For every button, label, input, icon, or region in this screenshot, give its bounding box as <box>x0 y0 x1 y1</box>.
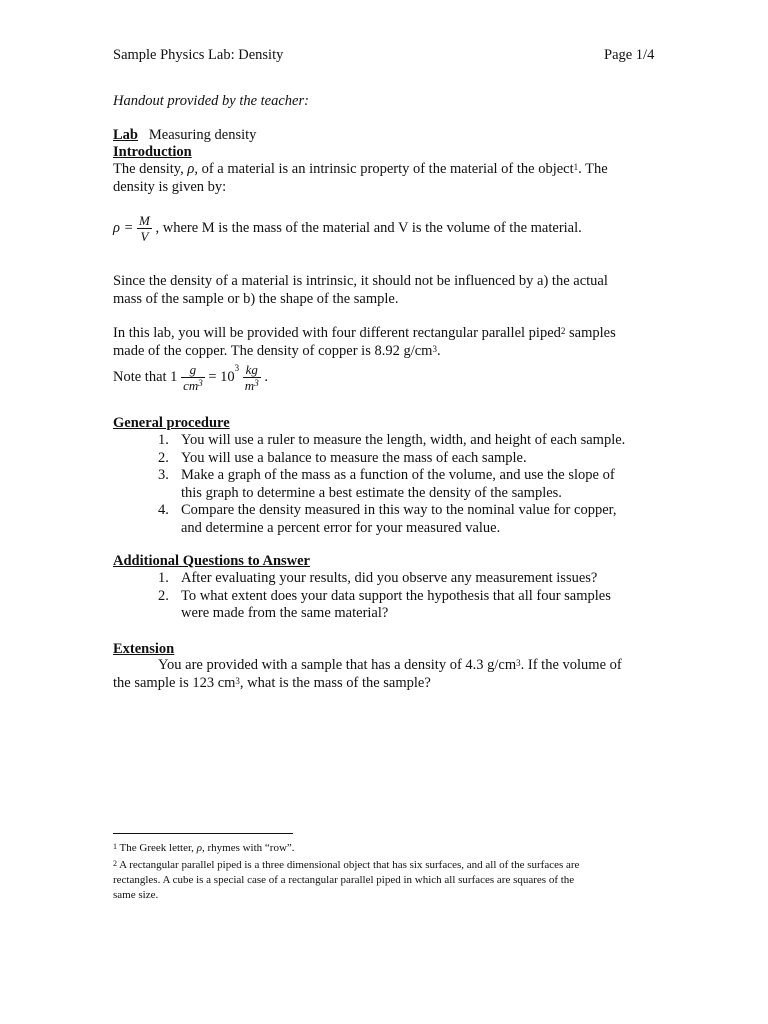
list-item-number: 1. <box>158 570 169 586</box>
list-item-text: Make a graph of the mass as a function of the volume, and use the slope of <box>181 467 615 483</box>
extension-line-1 <box>158 656 622 674</box>
intro-line-1 <box>113 160 608 178</box>
list-item-text: You will use a ruler to measure the length, width, and height of each sample. <box>181 432 626 448</box>
introduction-heading: Introduction <box>113 144 192 160</box>
para3-text: . <box>436 343 441 359</box>
footnote-number: 1 <box>113 842 117 851</box>
footnote-separator <box>113 833 293 834</box>
para3-text: In this lab, you will be provided with four different rectangular parallel piped <box>113 325 561 341</box>
lab-title <box>113 126 256 144</box>
lab-label: Lab <box>113 127 138 143</box>
footnote-ref-2: 2 <box>560 326 566 336</box>
unit-text: cm <box>183 378 199 393</box>
list-item-text: You will use a balance to measure the mass of each sample. <box>181 449 527 466</box>
rho-symbol: ρ <box>196 842 202 854</box>
footnote-text: The Greek letter, <box>117 842 194 854</box>
fraction-numerator: M <box>139 213 150 228</box>
list-item-number: 4. <box>158 502 169 518</box>
list-item-number: 1. <box>158 432 169 448</box>
list-item-text: this graph to determine a best estimate the density of the samples. <box>181 484 562 501</box>
footnote-text: A rectangular parallel piped is a three dimensional object that has six surfaces, and all of the surfaces are <box>117 859 580 871</box>
footnote-text: , rhymes with “row”. <box>201 842 295 854</box>
note-equals: = 10 <box>208 368 235 385</box>
fraction-numerator: g <box>181 362 205 378</box>
note-text: Note that 1 <box>113 368 178 385</box>
para3-text: made of the copper. The density of copper is 8.92 g/cm <box>113 343 433 359</box>
para3-text: samples <box>565 325 616 341</box>
list-item-text: and determine a percent error for your measured value. <box>181 519 501 536</box>
footnote-number: 2 <box>113 859 117 868</box>
extension-text: You are provided with a sample that has a density of 4.3 g/cm <box>158 657 517 673</box>
lab-name: Measuring density <box>148 127 257 143</box>
list-item-number: 2. <box>158 449 169 466</box>
extension-text: , what is the mass of the sample? <box>239 675 431 691</box>
list-item-text: were made from the same material? <box>181 605 389 621</box>
exponent: 3 <box>234 363 240 373</box>
intro-text: . The <box>578 161 608 177</box>
page-number: Page 1/4 <box>604 47 655 63</box>
running-header-title: Sample Physics Lab: Density <box>113 47 284 63</box>
handout-note: Handout provided by the teacher: <box>113 93 309 109</box>
fraction-denominator <box>243 378 261 393</box>
para2-line-1: Since the density of a material is intrinsic, it should not be influenced by a) the actual <box>113 273 608 289</box>
rho-symbol: ρ <box>187 161 195 177</box>
superscript: 3 <box>198 378 203 388</box>
extension-line-2 <box>113 674 431 692</box>
kg-per-m3-fraction <box>243 362 261 393</box>
procedure-heading: General procedure <box>113 415 230 431</box>
fraction-numerator: kg <box>243 362 261 378</box>
para2-line-2: mass of the sample or b) the shape of the sample. <box>113 291 399 307</box>
footnote-1 <box>113 841 653 856</box>
g-per-cm3-fraction <box>181 362 205 393</box>
superscript: 3 <box>432 344 437 354</box>
intro-text: , of a material is an intrinsic property of the material of the object <box>194 161 574 177</box>
unit-text: m <box>244 378 255 393</box>
footnote-2 <box>113 858 653 903</box>
density-formula <box>113 213 582 244</box>
formula-description: , where M is the mass of the material and V is the volume of the material. <box>155 219 582 236</box>
extension-text: the sample is 123 cm <box>113 675 236 691</box>
note-text: . <box>264 368 268 385</box>
superscript: 3 <box>516 658 521 668</box>
footnote-text: rectangles. A cube is a special case of a rectangular parallel piped in which all surfaces are squares of the <box>113 874 575 886</box>
mass-over-volume-fraction <box>137 213 152 244</box>
superscript: 3 <box>254 378 259 388</box>
para3-line-2 <box>113 342 441 360</box>
list-item-text: To what extent does your data support the hypothesis that all four samples <box>181 587 611 604</box>
superscript: 3 <box>235 676 240 686</box>
fraction-denominator: V <box>140 229 149 244</box>
para3-line-1 <box>113 324 616 342</box>
list-item-number: 3. <box>158 467 169 483</box>
questions-heading: Additional Questions to Answer <box>113 553 310 569</box>
fraction-denominator <box>181 378 205 393</box>
list-item-number: 2. <box>158 587 169 604</box>
list-item-text: After evaluating your results, did you observe any measurement issues? <box>181 570 598 586</box>
intro-text: The density, <box>113 161 184 177</box>
extension-text: . If the volume of <box>520 657 622 673</box>
footnote-text: same size. <box>113 889 159 901</box>
unit-conversion-note <box>113 362 268 393</box>
footnote-ref-1: 1 <box>573 162 579 172</box>
extension-heading: Extension <box>113 641 175 657</box>
intro-line-2: density is given by: <box>113 179 227 195</box>
list-item-text: Compare the density measured in this way to the nominal value for copper, <box>181 502 617 518</box>
formula-lhs: ρ = <box>113 219 134 236</box>
